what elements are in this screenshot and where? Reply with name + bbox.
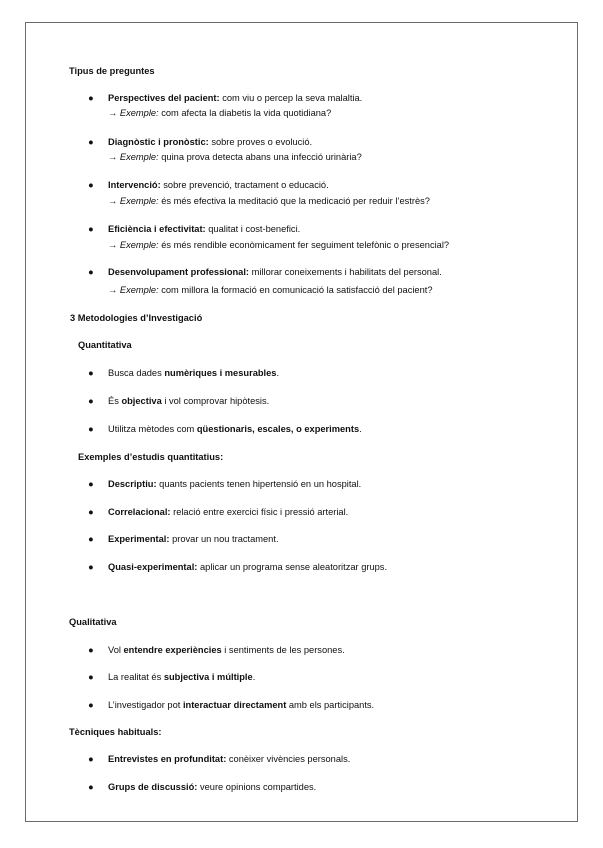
list-item: Intervenció: sobre prevenció, tractament o educació. [108, 180, 329, 190]
arrow-icon: → [108, 285, 118, 295]
list-item: Desenvolupament professional: millorar coneixements i habilitats del personal. [108, 267, 442, 277]
bullet-icon: ● [88, 396, 94, 406]
list-item: Experimental: provar un nou tractament. [108, 534, 279, 544]
list-item: Vol entendre experiències i sentiments de les persones. [108, 645, 345, 655]
list-item: Entrevistes en profunditat: conèixer vivències personals. [108, 754, 351, 764]
list-item: Quasi-experimental: aplicar un programa sense aleatoritzar grups. [108, 562, 388, 572]
list-item: És objectiva i vol comprovar hipòtesis. [108, 396, 270, 406]
bullet-icon: ● [88, 700, 94, 710]
list-item: Perspectives del pacient: com viu o percep la seva malaltia. [108, 93, 363, 103]
list-item: Grups de discussió: veure opinions compartides. [108, 782, 317, 792]
bullet-icon: ● [88, 534, 94, 544]
example-line: → Exemple: és més rendible econòmicament fer seguiment telefònic o presencial? [108, 240, 450, 250]
section-title-metodologies: 3 Metodologies d’Investigació [70, 313, 203, 323]
bullet-icon: ● [88, 180, 94, 190]
bullet-icon: ● [88, 93, 94, 103]
arrow-icon: → [108, 196, 118, 206]
section-title-tipus: Tipus de preguntes [69, 66, 155, 76]
bullet-icon: ● [88, 645, 94, 655]
bullet-icon: ● [88, 424, 94, 434]
subsection-title-quantitativa: Quantitativa [78, 340, 132, 350]
bullet-icon: ● [88, 782, 94, 792]
arrow-icon: → [108, 152, 118, 162]
bullet-icon: ● [88, 479, 94, 489]
bullet-icon: ● [88, 137, 94, 147]
list-item: Eficiència i efectivitat: qualitat i cost-benefici. [108, 224, 301, 234]
subsection-title-tecniques: Tècniques habituals: [69, 727, 162, 737]
arrow-icon: → [108, 108, 118, 118]
bullet-icon: ● [88, 507, 94, 517]
bullet-icon: ● [88, 754, 94, 764]
bullet-icon: ● [88, 368, 94, 378]
bullet-icon: ● [88, 224, 94, 234]
example-line: → Exemple: és més efectiva la meditació que la medicació per reduir l’estrès? [108, 196, 430, 206]
list-item: Descriptiu: quants pacients tenen hipertensió en un hospital. [108, 479, 362, 489]
list-item: Utilitza mètodes com qüestionaris, escales, o experiments. [108, 424, 362, 434]
subsection-title-qualitativa: Qualitativa [69, 617, 117, 627]
list-item: L’investigador pot interactuar directament amb els participants. [108, 700, 375, 710]
bullet-icon: ● [88, 267, 94, 277]
example-line: → Exemple: com millora la formació en comunicació la satisfacció del pacient? [108, 285, 433, 295]
example-line: → Exemple: quina prova detecta abans una infecció urinària? [108, 152, 362, 162]
bullet-icon: ● [88, 562, 94, 572]
list-item: Correlacional: relació entre exercici físic i pressió arterial. [108, 507, 349, 517]
bullet-icon: ● [88, 672, 94, 682]
list-item: Diagnòstic i pronòstic: sobre proves o evolució. [108, 137, 313, 147]
subsection-title-exemples: Exemples d’estudis quantitatius: [78, 452, 224, 462]
arrow-icon: → [108, 240, 118, 250]
list-item: La realitat és subjectiva i múltiple. [108, 672, 256, 682]
example-line: → Exemple: com afecta la diabetis la vida quotidiana? [108, 108, 332, 118]
list-item: Busca dades numèriques i mesurables. [108, 368, 280, 378]
